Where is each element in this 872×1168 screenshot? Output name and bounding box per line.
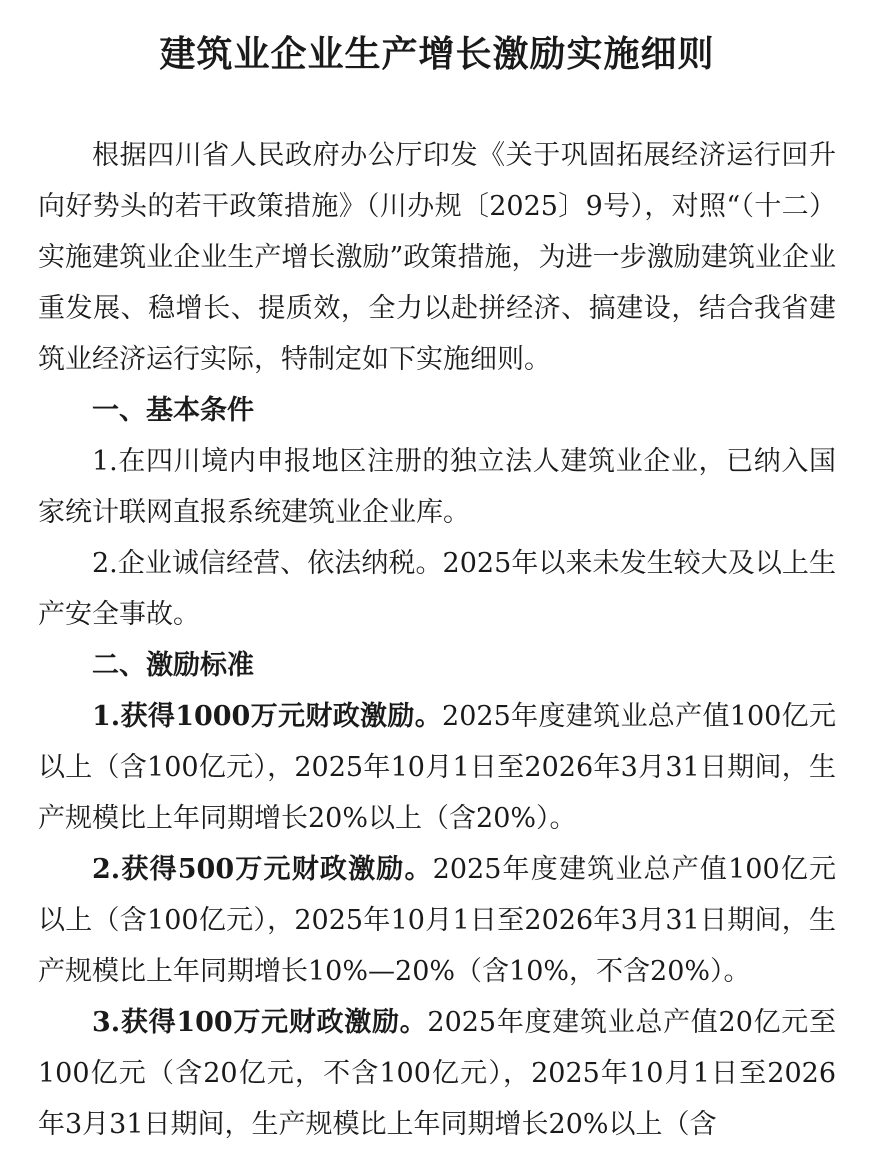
incentive-item-1: [38, 691, 836, 844]
basic-condition-item-1: 1.在四川境内申报地区注册的独立法人建筑业企业，已纳入国家统计联网直报系统建筑业企业库。: [38, 446, 836, 528]
incentive-item-3-text: 2025年度建筑业总产值20亿元至100亿元（含20亿元，不含100亿元），2025年10月1日至2026年3月31日期间，生产规模比上年同期增长20%以上（含: [38, 1007, 837, 1140]
intro-paragraph: 根据四川省人民政府办公厅印发《关于巩固拓展经济运行回升向好势头的若干政策措施》（川办规〔2025〕9号），对照“（十二）实施建筑业企业生产增长激励”政策措施，为进一步激励建筑业企业重发展、稳增长、提质效，全力以赴拼经济、搞建设，结合我省建筑业经济运行实际，特制定如下实施细则。: [38, 140, 836, 375]
incentive-item-1-lead: 1.获得1000万元财政激励。: [92, 701, 443, 732]
section-heading-basic-conditions: 一、基本条件: [92, 395, 254, 426]
incentive-item-3-lead: 3.获得100万元财政激励。: [92, 1007, 428, 1038]
incentive-item-2-lead: 2.获得500万元财政激励。: [92, 854, 433, 885]
incentive-item-2: [38, 844, 836, 997]
incentive-item-1-text: 2025年度建筑业总产值100亿元以上（含100亿元），2025年10月1日至2026年3月31日期间，生产规模比上年同期增长20%以上（含20%）。: [38, 701, 836, 834]
basic-condition-item-2: 2.企业诚信经营、依法纳税。2025年以来未发生较大及以上生产安全事故。: [38, 548, 836, 630]
section-heading-incentive-standards: 二、激励标准: [92, 650, 254, 681]
incentive-item-3: [38, 997, 836, 1150]
document-body: [38, 130, 836, 1150]
incentive-item-2-text: 2025年度建筑业总产值100亿元以上（含100亿元），2025年10月1日至2026年3月31日期间，生产规模比上年同期增长10%—20%（含10%，不含20%）。: [38, 854, 837, 987]
document-title: 建筑业企业生产增长激励实施细则: [159, 34, 715, 75]
